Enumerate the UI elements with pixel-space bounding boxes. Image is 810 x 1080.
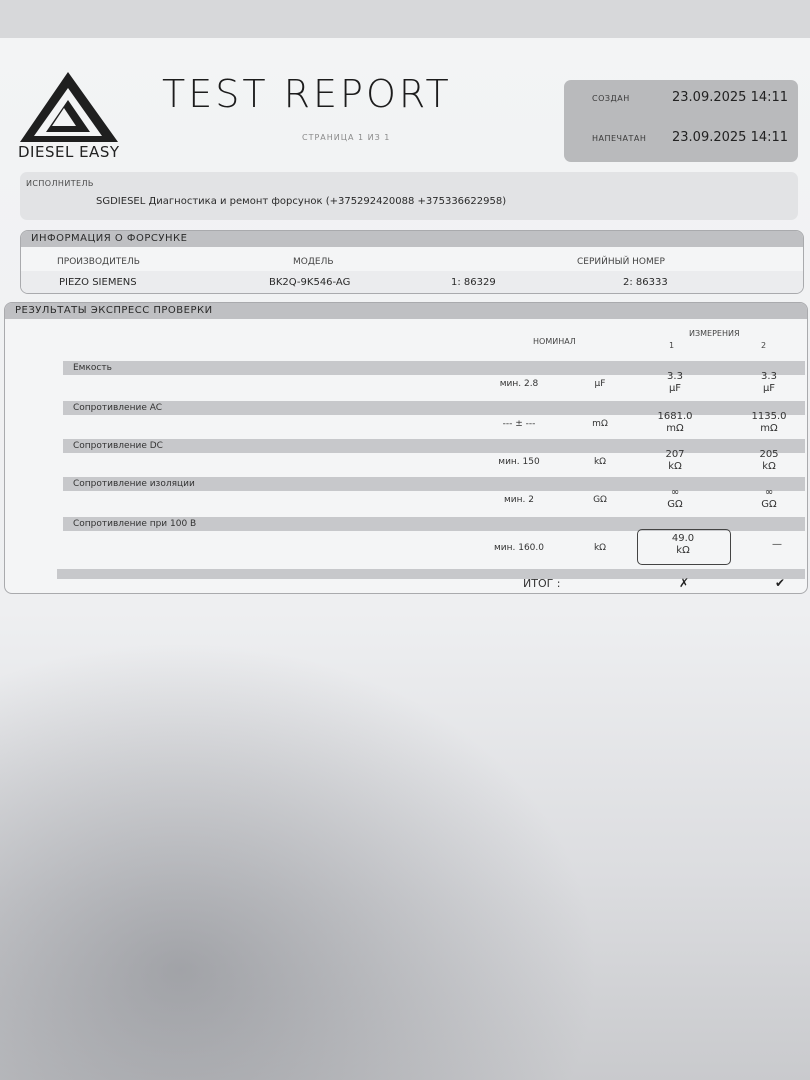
test-unit-1: µF [668,383,682,394]
test-value-2: ∞ [764,487,774,498]
col-serial: СЕРИЙНЫЙ НОМЕР [577,257,665,267]
test-nominal: мин. 2 [504,495,534,505]
results-panel [4,302,808,594]
executor-label: ИСПОЛНИТЕЛЬ [26,179,94,188]
test-unit: mΩ [592,419,608,429]
printed-row [564,128,798,152]
date-box [564,80,798,162]
total-fail-icon: ✗ [679,576,690,590]
test-unit: kΩ [593,543,607,553]
test-unit-2: GΩ [761,499,777,510]
total-pass-icon: ✔ [775,576,786,590]
test-value-2: — [772,539,782,550]
test-nominal: мин. 150 [498,457,540,467]
serial-1-value: 1: 86329 [451,277,496,288]
page-number: СТРАНИЦА 1 ИЗ 1 [302,133,391,142]
test-unit-1: kΩ [668,461,682,472]
test-nominal: мин. 160.0 [493,543,544,553]
model-value: BK2Q-9K546-AG [269,277,351,288]
measurement-1-header: 1 [669,341,675,350]
test-name-bar: Емкость [63,361,805,375]
executor-box [20,172,798,220]
executor-value: SGDIESEL Диагностика и ремонт форсунок (+375292420088 +375336622958) [96,196,507,207]
test-unit-1: GΩ [667,499,683,510]
injector-info-panel [20,230,804,294]
created-row [564,88,798,112]
test-unit-1: kΩ [676,545,690,556]
total-label: ИТОГ : [523,577,561,590]
injector-info-header: ИНФОРМАЦИЯ О ФОРСУНКЕ [21,231,803,247]
logo-triangle-icon [18,70,122,144]
test-unit: µF [594,379,606,389]
test-unit-2: kΩ [762,461,776,472]
test-nominal: --- ± --- [502,419,536,429]
shadow [0,640,600,1080]
test-value-1: 1681.0 [657,411,693,422]
test-unit-2: mΩ [760,423,778,434]
printed-value: 23.09.2025 14:11 [672,130,789,145]
test-unit: GΩ [593,495,607,505]
serial-2-value: 2: 86333 [623,277,668,288]
test-value-1: 49.0 [671,533,695,544]
col-model: МОДЕЛЬ [293,257,334,267]
test-unit-2: µF [762,383,776,394]
test-value-1: 207 [665,449,685,460]
test-name-bar: Сопротивление при 100 В [63,517,805,531]
test-name-bar: Сопротивление изоляции [63,477,805,491]
created-label: СОЗДАН [592,94,630,103]
col-manufacturer: ПРОИЗВОДИТЕЛЬ [57,257,140,267]
test-value-2: 3.3 [761,371,777,382]
measurement-2-header: 2 [761,341,767,350]
test-unit-1: mΩ [666,423,684,434]
test-value-2: 1135.0 [751,411,787,422]
injector-row [21,271,803,293]
test-nominal: мин. 2.8 [499,379,539,389]
manufacturer-value: PIEZO SIEMENS [59,277,137,288]
test-value-1: 3.3 [667,371,683,382]
brand-name: DIESEL EASY [18,143,120,161]
measurements-header: ИЗМЕРЕНИЯ [689,329,740,338]
test-name-bar: Сопротивление AC [63,401,805,415]
brand-logo [18,70,126,161]
report-title: TEST REPORT [162,72,452,116]
nominal-header: НОМИНАЛ [533,337,576,346]
test-value-2: 205 [759,449,779,460]
total-bar [57,569,805,579]
test-name-bar: Сопротивление DC [63,439,805,453]
created-value: 23.09.2025 14:11 [672,90,789,105]
results-header: РЕЗУЛЬТАТЫ ЭКСПРЕСС ПРОВЕРКИ [5,303,807,319]
test-value-1: ∞ [670,487,680,498]
printed-label: НАПЕЧАТАН [592,134,647,143]
test-unit: kΩ [593,457,607,467]
